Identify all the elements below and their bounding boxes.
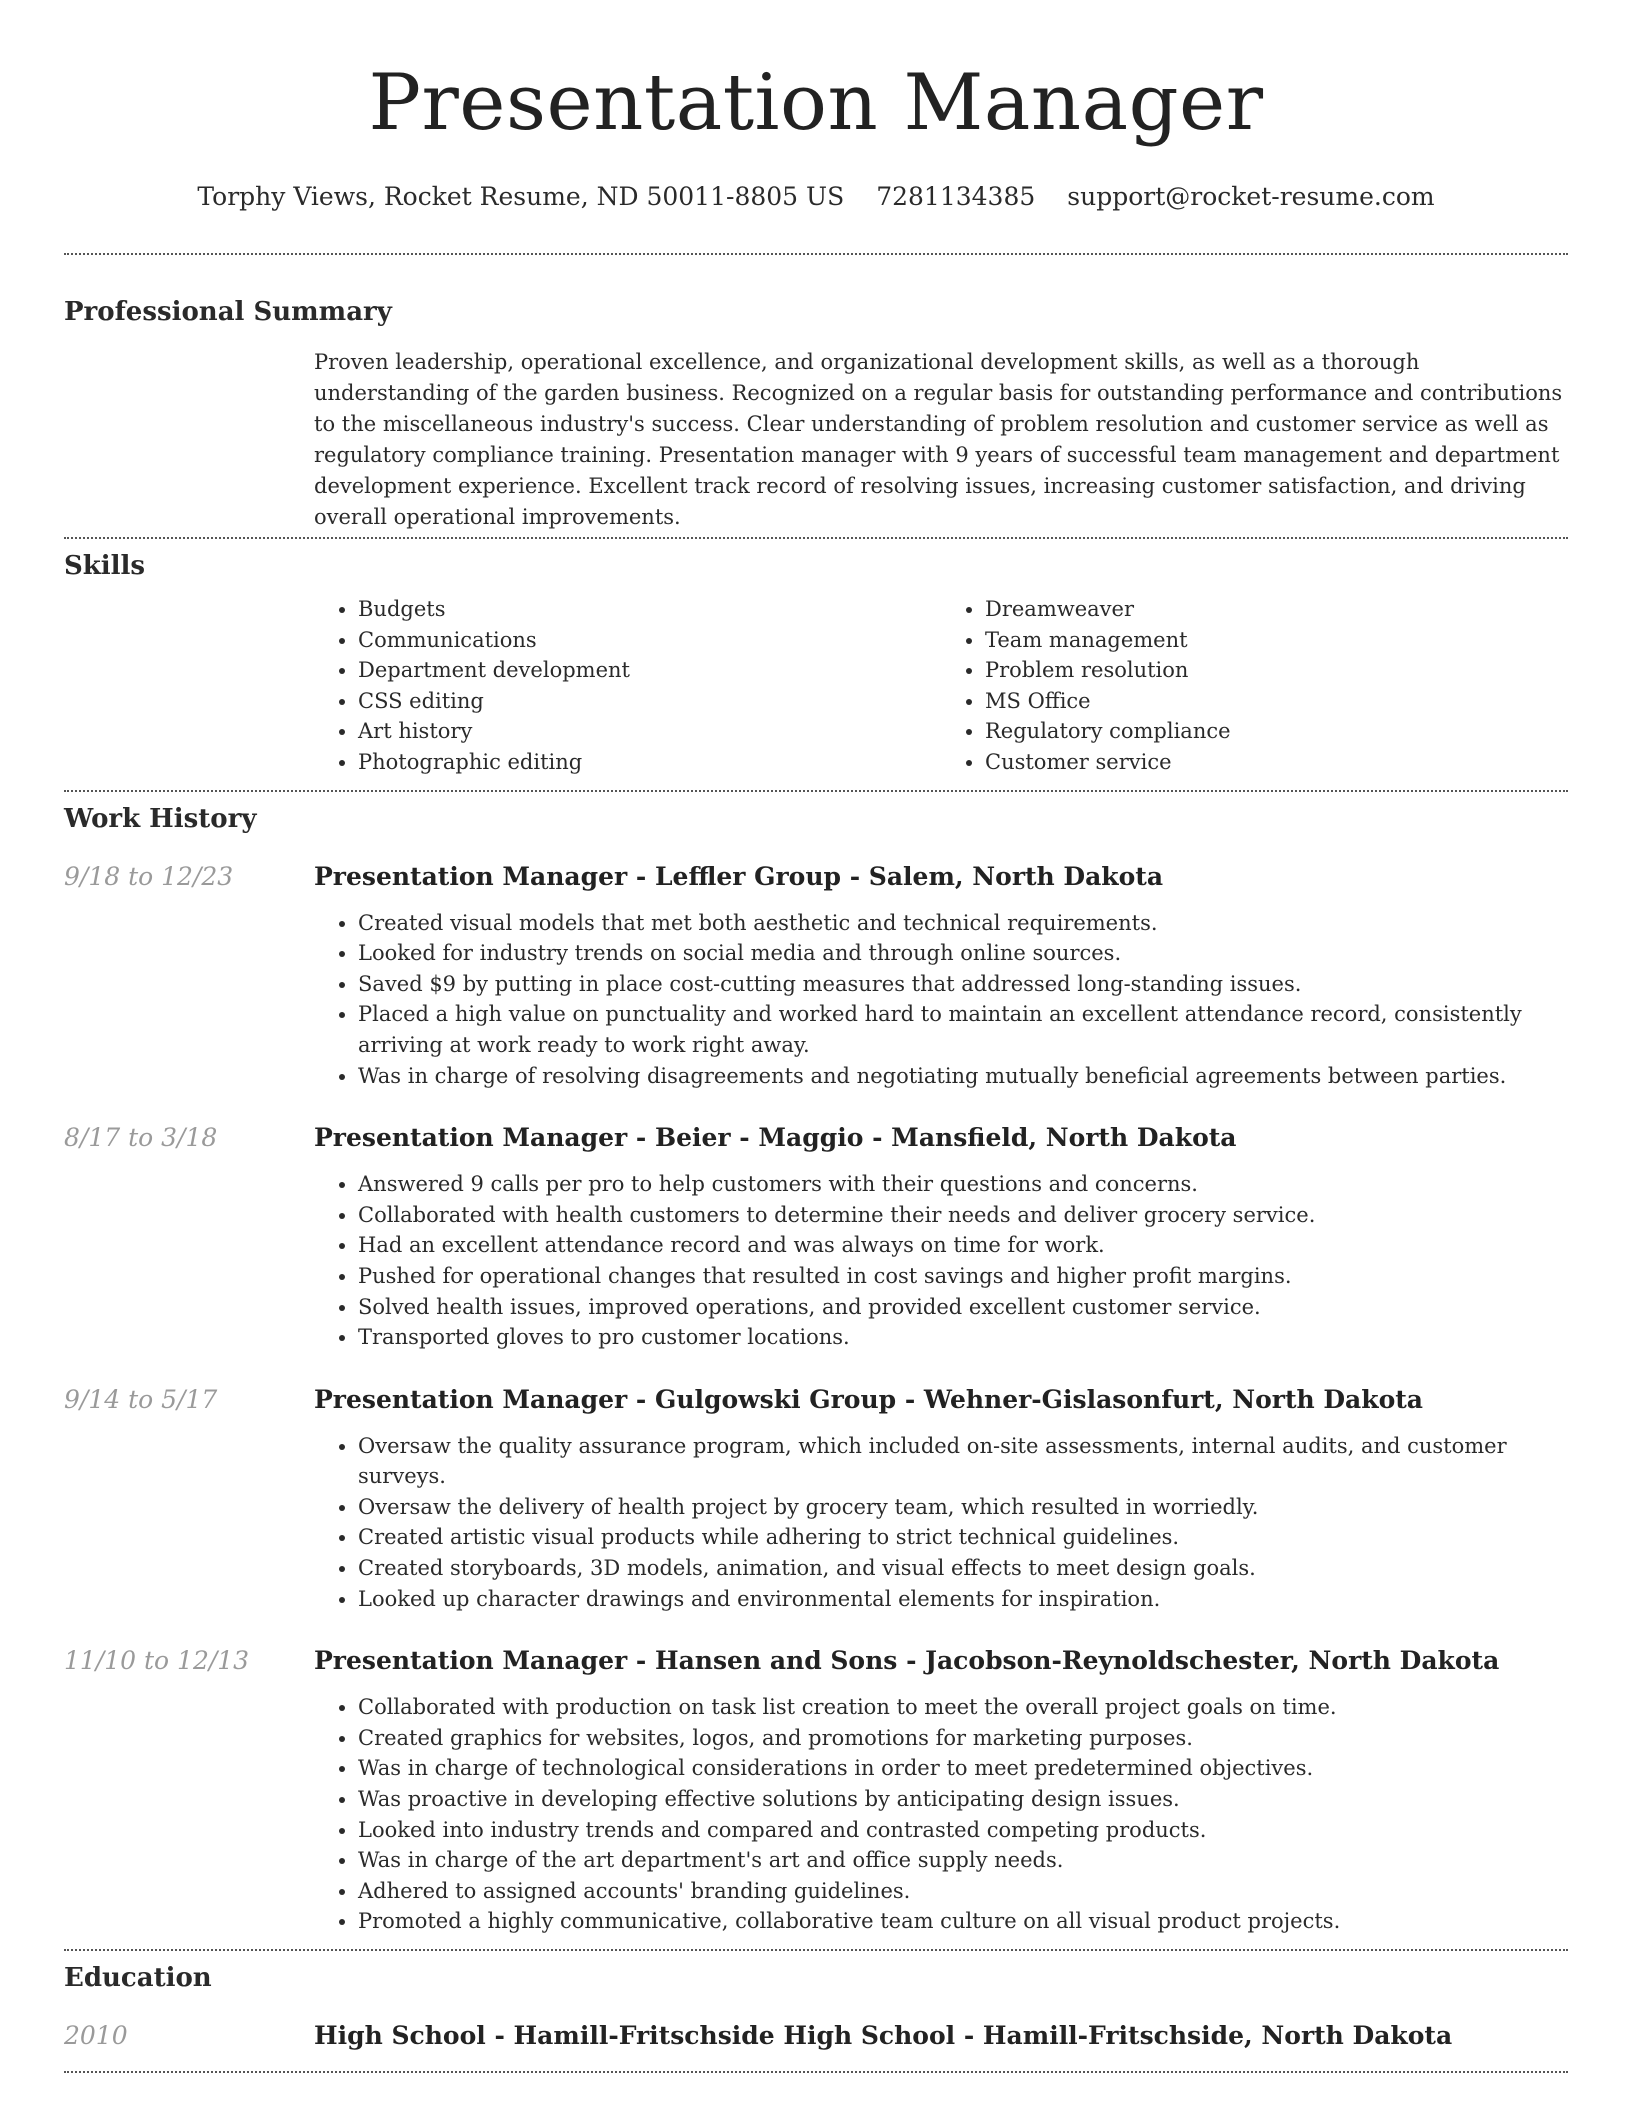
job-bullet: • Transported gloves to pro customer locations. — [358, 1322, 1568, 1353]
skill-item: • CSS editing — [358, 686, 941, 717]
job-bullet: • Looked into industry trends and compared and contrasted competing products. — [358, 1815, 1568, 1846]
job-title: Presentation Manager - Leffler Group - Salem, North Dakota — [314, 861, 1164, 891]
skills-section — [64, 539, 1568, 778]
job-bullet: • Answered 9 calls per pro to help customers with their questions and concerns. — [358, 1169, 1568, 1200]
skills-list-right — [941, 594, 1568, 778]
job-bullet: • Was in charge of resolving disagreements and negotiating mutually beneficial agreements between parties. — [358, 1061, 1568, 1092]
job-dates: 9/14 to 5/17 — [64, 1384, 218, 1414]
job-bullet: • Had an excellent attendance record and was always on time for work. — [358, 1230, 1568, 1261]
job-bullet: • Was in charge of the art department's art and office supply needs. — [358, 1845, 1568, 1876]
job-bullet: • Was in charge of technological considerations in order to meet predetermined objectives. — [358, 1753, 1568, 1784]
job-entry — [64, 860, 1568, 1092]
job-bullets — [314, 1169, 1568, 1353]
job-bullet: • Created storyboards, 3D models, animation, and visual effects to meet design goals. — [358, 1553, 1568, 1584]
skill-item: • Art history — [358, 716, 941, 747]
contact-email: support@rocket-resume.com — [1067, 182, 1435, 211]
contact-phone: 7281134385 — [876, 182, 1036, 211]
job-bullet: • Solved health issues, improved operations, and provided excellent customer service. — [358, 1292, 1568, 1323]
skill-item: • MS Office — [985, 686, 1568, 717]
skill-item: • Budgets — [358, 594, 941, 625]
education-year: 2010 — [64, 2021, 128, 2050]
job-bullets — [314, 1692, 1568, 1937]
job-bullet: • Looked for industry trends on social media and through online sources. — [358, 938, 1568, 969]
summary-section — [64, 255, 1568, 533]
job-bullets — [314, 1431, 1568, 1615]
skill-item: • Communications — [358, 625, 941, 656]
education-entry — [64, 2019, 1568, 2053]
skill-item: • Photographic editing — [358, 747, 941, 778]
job-title: Presentation Manager - Beier - Maggio - Mansfield, North Dakota — [314, 1123, 1237, 1153]
job-bullet: • Looked up character drawings and environmental elements for inspiration. — [358, 1584, 1568, 1615]
job-dates: 11/10 to 12/13 — [64, 1646, 250, 1676]
education-heading: Education — [64, 1963, 212, 1993]
contact-address: Torphy Views, Rocket Resume, ND 50011-8805 US — [197, 182, 845, 211]
job-bullet: • Was proactive in developing effective solutions by anticipating design issues. — [358, 1784, 1568, 1815]
job-bullet: • Collaborated with health customers to determine their needs and deliver grocery service. — [358, 1200, 1568, 1231]
job-title: Presentation Manager - Hansen and Sons - Jacobson-Reynoldschester, North Dakota — [314, 1646, 1500, 1676]
skill-item: • Team management — [985, 625, 1568, 656]
skill-item: • Problem resolution — [985, 655, 1568, 686]
job-bullet: • Created visual models that met both aesthetic and technical requirements. — [358, 908, 1568, 939]
contact-line — [64, 180, 1568, 214]
candidate-name: Presentation Manager — [368, 58, 1264, 148]
summary-heading: Professional Summary — [64, 297, 392, 327]
summary-text: Proven leadership, operational excellence, and organizational development skills, as well as a thorough understanding of the garden business. Recognized on a regular basis for outstanding performance and contributions to the miscellaneous industry's success. Clear understanding of problem resolution and customer service as well as regulatory compliance training. Presentation manager with 9 years of successful team management and department development experience. Excellent track record of resolving issues, increasing customer satisfaction, and driving overall operational improvements. — [314, 350, 1563, 529]
job-entry — [64, 1644, 1568, 1937]
job-entry — [64, 1121, 1568, 1353]
job-bullet: • Collaborated with production on task list creation to meet the overall project goals on time. — [358, 1692, 1568, 1723]
skills-list-left — [314, 594, 941, 778]
education-title: High School - Hamill-Fritschside High School - Hamill-Fritschside, North Dakota — [314, 2021, 1453, 2050]
education-divider — [64, 2071, 1568, 2073]
job-bullet: • Promoted a highly communicative, collaborative team culture on all visual product projects. — [358, 1906, 1568, 1937]
job-bullets — [314, 908, 1568, 1092]
skill-item: • Dreamweaver — [985, 594, 1568, 625]
job-title: Presentation Manager - Gulgowski Group - Wehner-Gislasonfurt, North Dakota — [314, 1384, 1423, 1414]
job-bullet: • Pushed for operational changes that resulted in cost savings and higher profit margins. — [358, 1261, 1568, 1292]
job-bullet: • Created graphics for websites, logos, and promotions for marketing purposes. — [358, 1723, 1568, 1754]
job-bullet: • Created artistic visual products while adhering to strict technical guidelines. — [358, 1522, 1568, 1553]
job-dates: 8/17 to 3/18 — [64, 1123, 218, 1153]
skill-item: • Customer service — [985, 747, 1568, 778]
work-section — [64, 792, 1568, 1937]
skills-heading: Skills — [64, 551, 146, 581]
skill-item: • Regulatory compliance — [985, 716, 1568, 747]
job-bullet: • Placed a high value on punctuality and worked hard to maintain an excellent attendance record, consistently arriving at work ready to work right away. — [358, 999, 1568, 1060]
work-heading: Work History — [64, 803, 257, 834]
skill-item: • Department development — [358, 655, 941, 686]
job-bullet: • Saved $9 by putting in place cost-cutting measures that addressed long-standing issues. — [358, 969, 1568, 1000]
job-bullet: • Oversaw the delivery of health project by grocery team, which resulted in worriedly. — [358, 1492, 1568, 1523]
job-bullet: • Oversaw the quality assurance program, which included on-site assessments, internal audits, and customer surveys. — [358, 1431, 1568, 1492]
job-dates: 9/18 to 12/23 — [64, 861, 234, 891]
job-bullet: • Adhered to assigned accounts' branding guidelines. — [358, 1876, 1568, 1907]
job-entry — [64, 1383, 1568, 1615]
education-section — [64, 1951, 1568, 2053]
